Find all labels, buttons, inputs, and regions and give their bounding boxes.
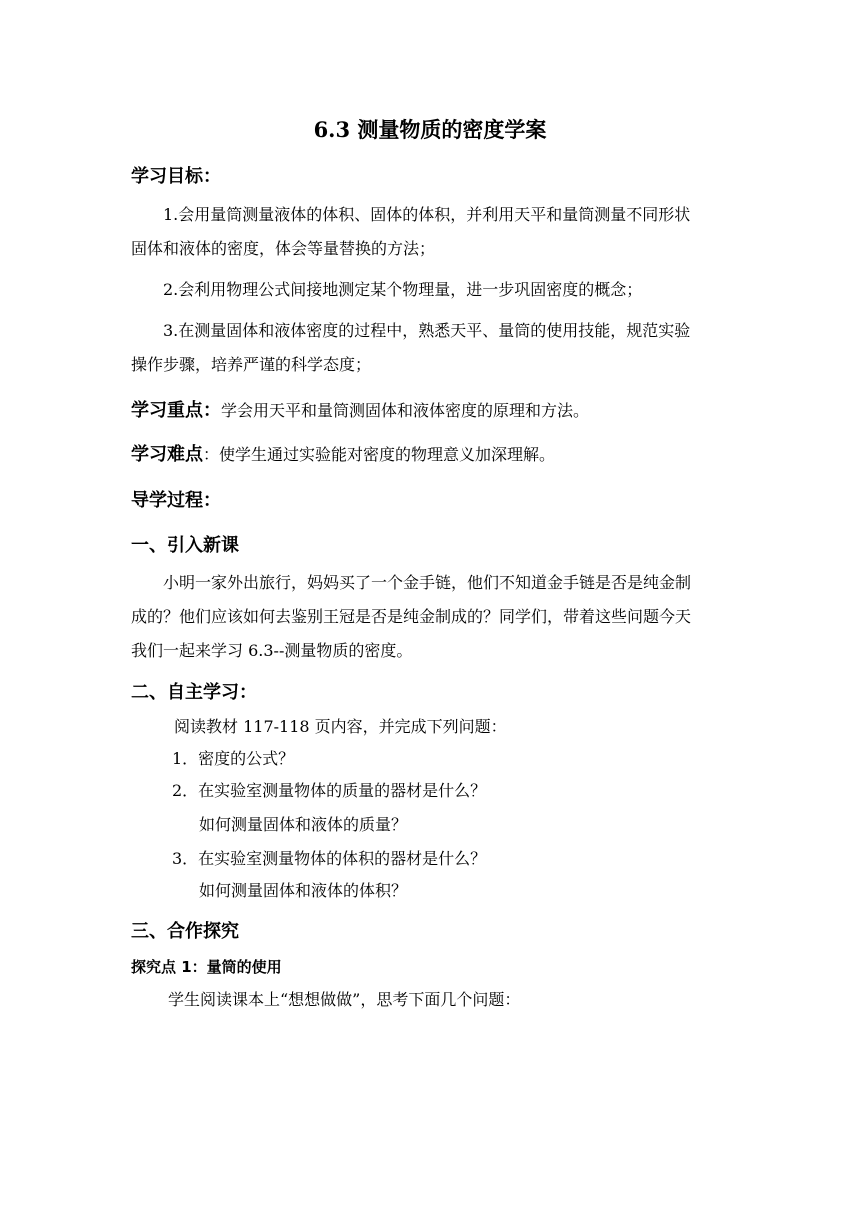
question-1: 1．密度的公式？: [172, 749, 295, 768]
question-2-sub: 如何测量固体和液体的质量？: [199, 815, 408, 834]
process-heading: 导学过程：: [131, 490, 221, 511]
question-3: 3．在实验室测量物体的体积的器材是什么？: [172, 849, 487, 868]
objective-2: 2.会利用物理公式间接地测定某个物理量，进一步巩固密度的概念；: [163, 280, 643, 299]
section-2-heading: 二、自主学习：: [131, 682, 257, 703]
section-1-line-1: 小明一家外出旅行，妈妈买了一个金手链，他们不知道金手链是否是纯金制: [163, 573, 692, 592]
objective-1-line-1: 1.会用量筒测量液体的体积、固体的体积，并利用天平和量筒测量不同形状: [163, 205, 691, 224]
question-3-sub: 如何测量固体和液体的体积？: [199, 881, 408, 900]
question-2: 2．在实验室测量物体的质量的器材是什么？: [172, 781, 487, 800]
section-1-line-3: 我们一起来学习 6.3--测量物质的密度。: [131, 641, 413, 660]
difficulty-paragraph: [131, 440, 555, 466]
objectives-heading: 学习目标：: [131, 166, 221, 187]
section-1-heading: 一、引入新课: [131, 535, 239, 556]
section-3-line-1: 学生阅读课本上“想想做做”，思考下面几个问题：: [168, 990, 521, 1009]
objective-3-line-2: 操作步骤，培养严谨的科学态度；: [131, 355, 372, 374]
document-title: 6.3 测量物质的密度学案: [313, 117, 547, 142]
key-point-text: 学会用天平和量筒测固体和液体密度的原理和方法。: [221, 401, 590, 420]
section-3-heading: 三、合作探究: [131, 921, 239, 942]
difficulty-label: 学习难点: [131, 444, 203, 465]
section-1-line-2: 成的？他们应该如何去鉴别王冠是否是纯金制成的？同学们，带着这些问题今天: [131, 607, 692, 626]
section-3-subheading: 探究点 1：量筒的使用: [131, 958, 282, 976]
section-2-intro: 阅读教材 117-118 页内容，并完成下列问题：: [174, 717, 507, 736]
key-point-label: 学习重点：: [131, 400, 221, 421]
key-point-paragraph: [131, 396, 589, 422]
objective-1-line-2: 固体和液体的密度，体会等量替换的方法；: [131, 239, 436, 258]
difficulty-text: ：使学生通过实验能对密度的物理意义加深理解。: [203, 445, 556, 464]
objective-3-line-1: 3.在测量固体和液体密度的过程中，熟悉天平、量筒的使用技能，规范实验: [163, 321, 691, 340]
